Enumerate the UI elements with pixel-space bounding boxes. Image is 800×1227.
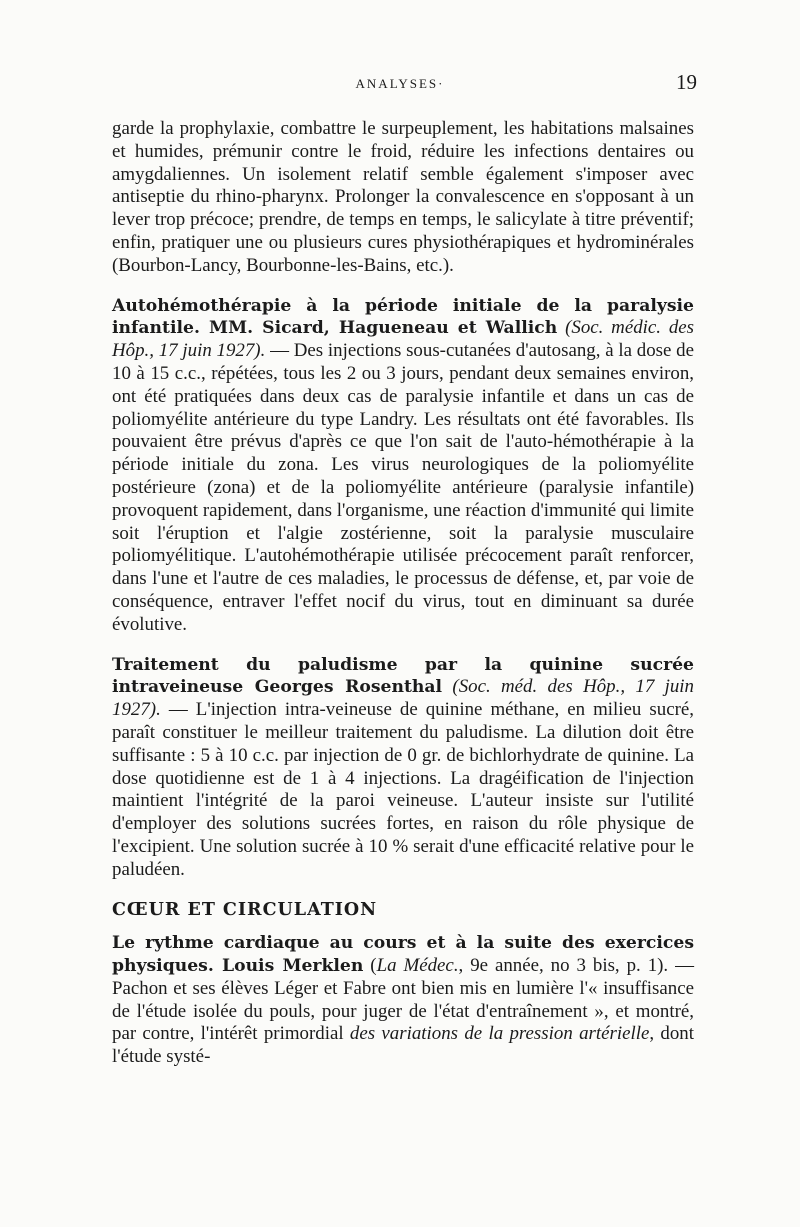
intro-paragraph: garde la prophylaxie, combattre le surpeuplement, les habitations malsaines et humides, prémunir contre le froid, réduire les infections dentaires ou amygdaliennes. Un isolement relatif semble également s'imposer avec antiseptie du rhino-pharynx. Prolonger la convalescence en s'opposant à un lever trop précoce; prendre, de temps en temps, le salicylate à titre préventif; enfin, pratiquer une ou plusieurs cures physiothérapiques et hydrominérales (Bourbon-Lancy, Bourbonne-les-Bains, etc.). [112, 118, 694, 276]
body-text [112, 118, 694, 1069]
article-title: Traitement du paludisme par la quinine sucrée intraveineuse Georges Rosenthal [112, 654, 694, 698]
article-body-end: , dont l'étude systé- [112, 1023, 695, 1068]
running-title: ANALYSES· [355, 76, 445, 91]
article-title: Autohémothérapie à la période initiale de la paralysie infantile. MM. Sicard, Hagueneau et Wallich [112, 295, 694, 339]
article-source-open: ( [370, 955, 377, 977]
page-number: 19 [676, 70, 697, 94]
article-source: (Soc. médic. des Hôp., 17 juin 1927). [112, 317, 695, 362]
article-source-rest: , 9e année, no 3 bis, p. 1). [458, 955, 669, 977]
article-source-journal: La Médec. [376, 955, 459, 977]
section-heading: CŒUR ET CIRCULATION [112, 899, 378, 920]
article-body: — L'injection intra-veineuse de quinine méthane, en milieu sucré, paraît constituer le meilleur traitement du paludisme. La dilution doit être suffisante : 5 à 10 c.c. par injection de 0 gr. de bichlorhydrate de quinine. La dose quotidienne est de 1 à 4 injections. La dragéification de l'injection maintient l'intégrité de la paroi veineuse. L'auteur insiste sur l'utilité d'employer des solutions sucrées fortes, en raison du rôle physique de l'excipient. Une solution sucrée à 10 % serait d'une efficacité relative pour le paludéen. [112, 699, 694, 880]
article-source: (Soc. méd. des Hôp., 17 juin 1927). [112, 676, 694, 721]
article-title: Le rythme cardiaque au cours et à la suite des exercices physiques. Louis Merklen [112, 933, 694, 977]
article-body: — Pachon et ses élèves Léger et Fabre ont bien mis en lumière l'« insuffisance de l'étude isolée du pouls, pour juger de l'état d'entraînement », et montré, par contre, l'intérêt primordial [112, 955, 694, 1045]
article-body-italic: des variations de la pression artérielle [349, 1023, 650, 1045]
article-body: — Des injections sous-cutanées d'autosang, à la dose de 10 à 15 c.c., répétées, tous les 2 ou 3 jours, pendant deux semaines environ, ont été pratiquées dans deux cas de paralysie infantile et dans un cas de poliomyélite antérieure du type Landry. Les résultats ont été favorables. Ils pouvaient être prévus d'après ce que l'on sait de l'auto-hémothérapie à la période initiale du zona. Les virus neurologiques de la poliomyélite postérieure (zona) et de la poliomyélite antérieure (paralysie infantile) provoquent rapidement, dans l'organisme, une réaction d'immunité qui limite soit l'éruption et l'algie zostérienne, soit la paralysie musculaire poliomyélitique. L'autohémothérapie utilisée précocement paraît renforcer, dans l'une et l'autre de ces maladies, le processus de défense, et, par voie de conséquence, entraver l'effet nocif du virus, tout en diminuant sa durée évolutive. [112, 340, 694, 635]
article-paludisme [112, 654, 694, 882]
article-rythme-cardiaque [112, 932, 694, 1069]
article-autohemotherapie [112, 295, 694, 637]
